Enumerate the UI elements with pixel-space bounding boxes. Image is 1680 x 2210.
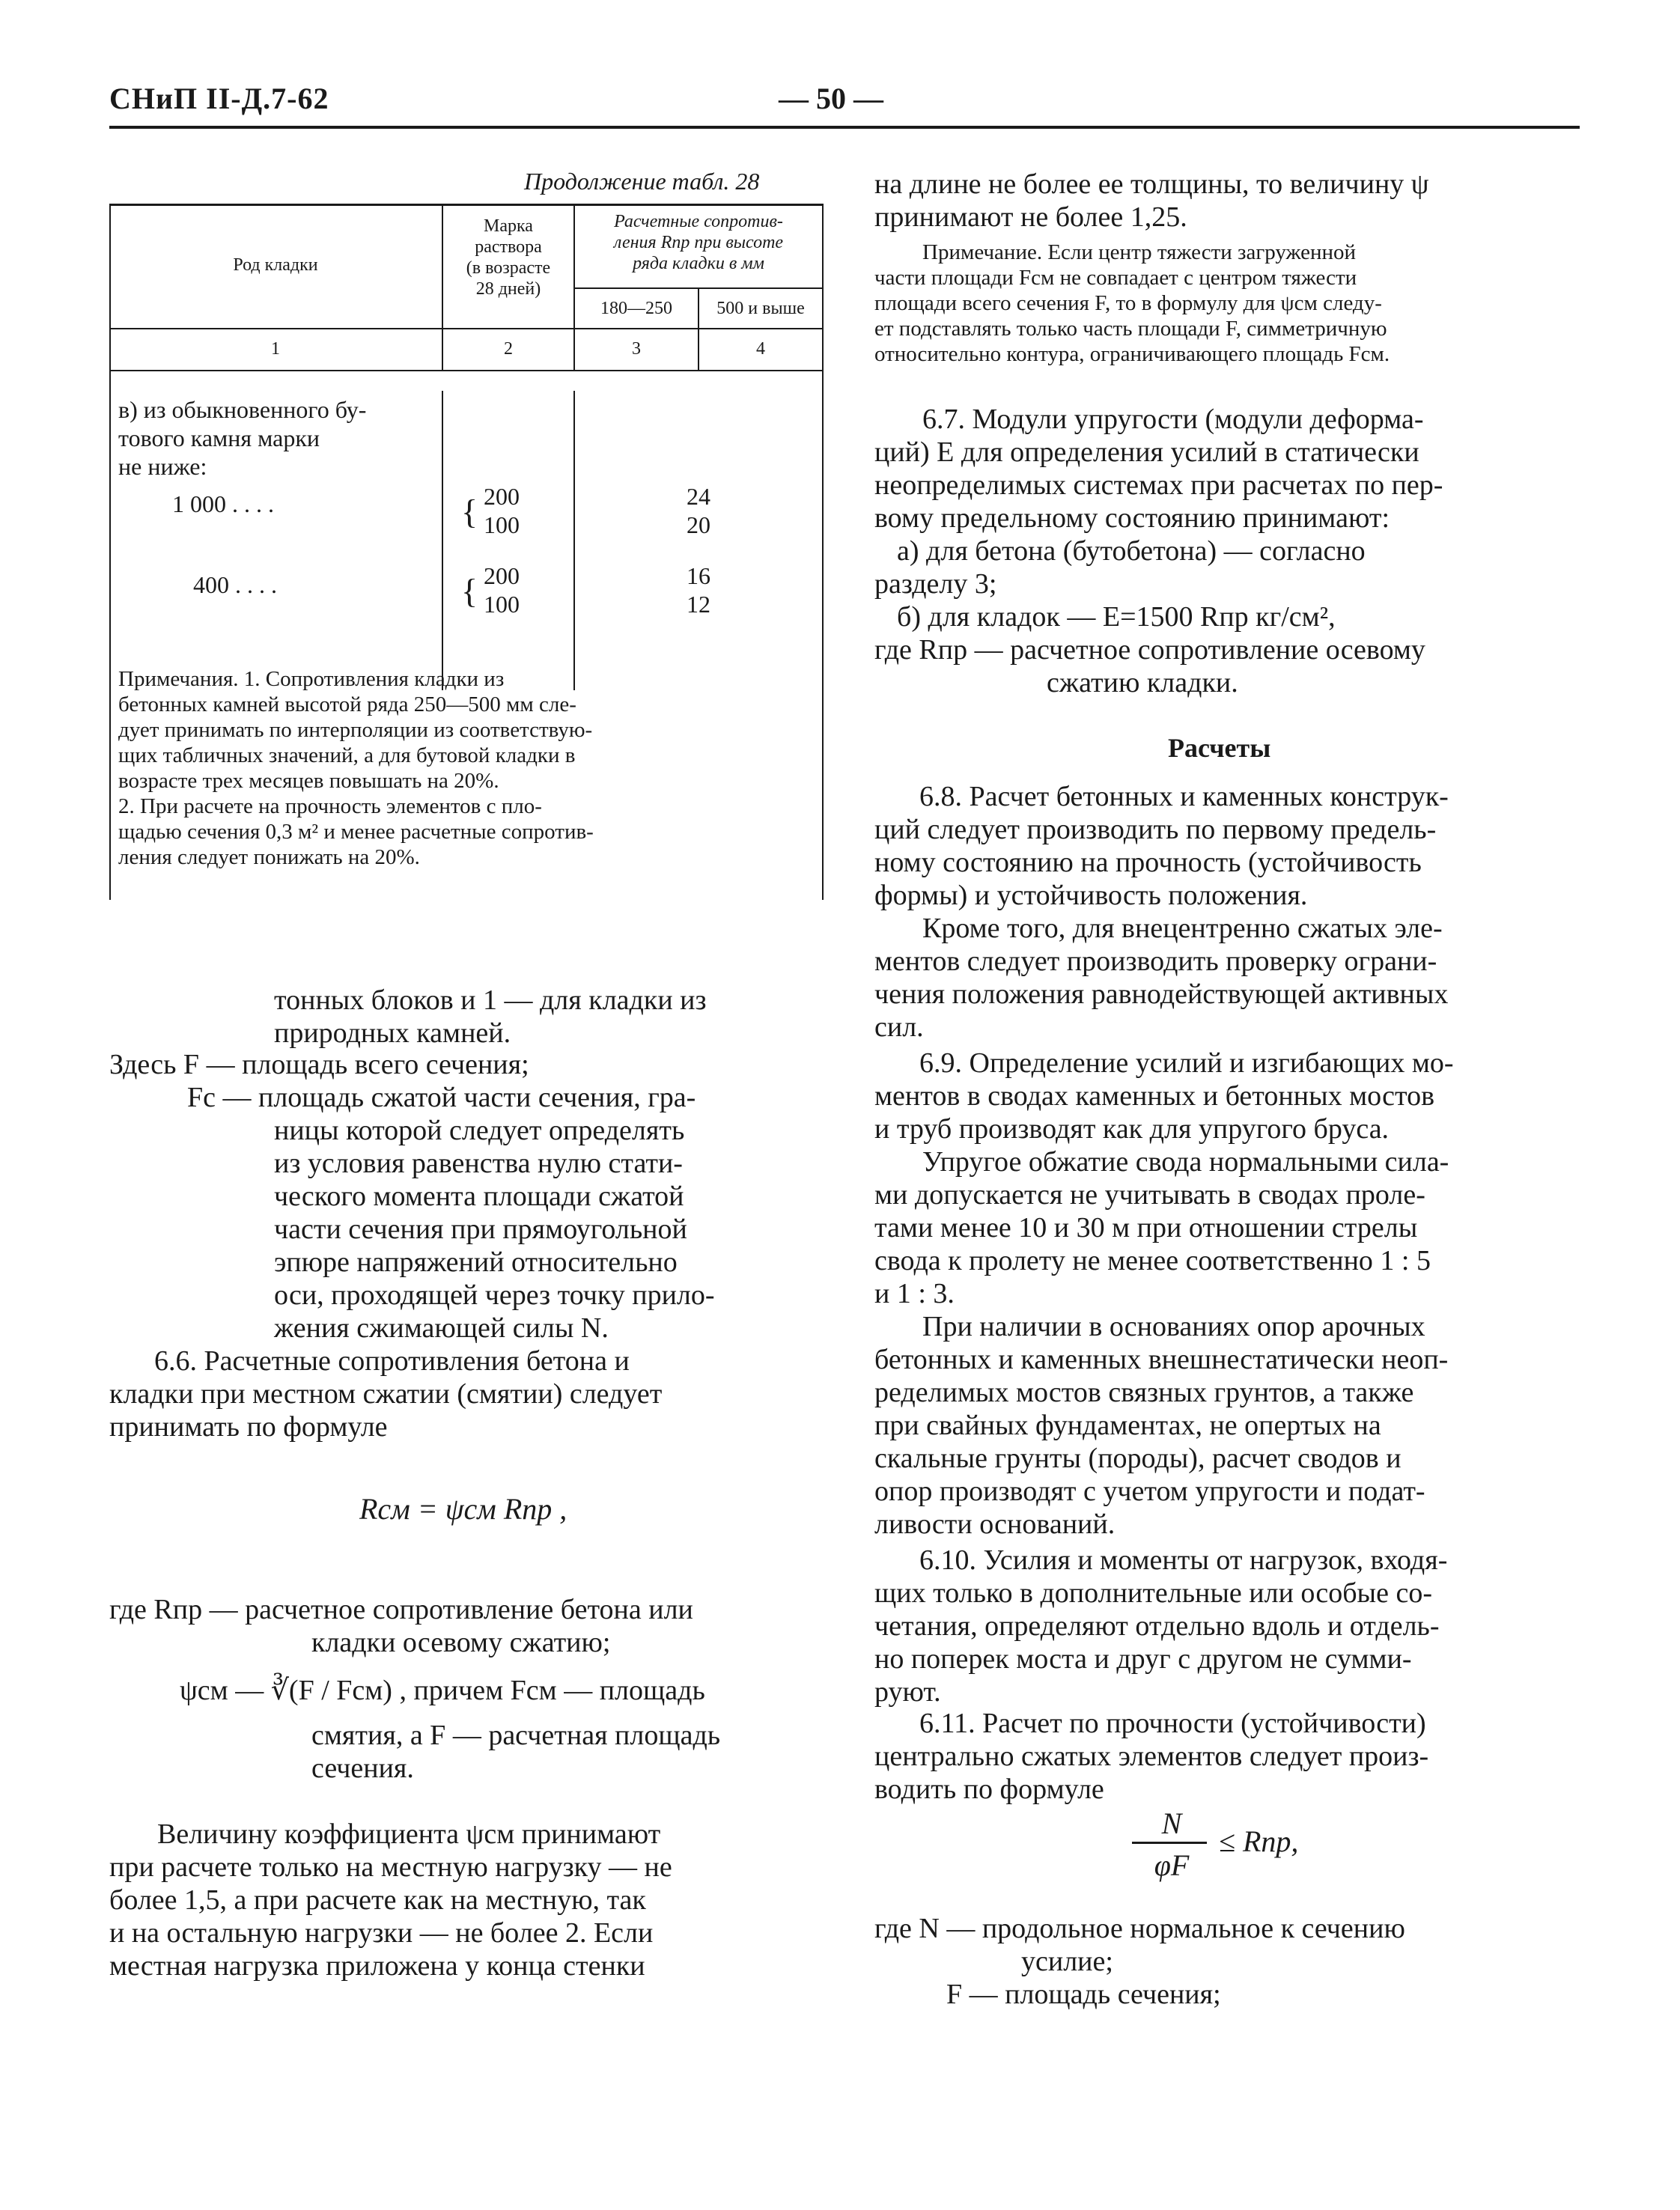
col-number-1: 1 [271, 339, 280, 359]
row-1000-values: 24 20 [687, 483, 710, 538]
col-number-4: 4 [756, 339, 765, 359]
formula-fraction-bar [1132, 1842, 1207, 1844]
col-header-180-250: 180—250 [600, 299, 672, 318]
paragraph-6-10: 6.10. Усилия и моменты от нагрузок, входя- щих только в дополнительные или особые со- четания, определяют отдельно вдоль и отдель- но поперек моста и друг с другом не сумми- руют. [874, 1544, 1448, 1708]
table-continuation-label: Продолжение табл. 28 [524, 168, 760, 195]
col-header-mortar-grade: Марка раствора (в возрасте 28 дней) [466, 216, 551, 299]
definition-Rpr: где Rпр — расчетное сопротивление бетона или кладки осевому сжатию; [109, 1594, 693, 1658]
formula-local-compression: Rсм = ψсм Rпр , [359, 1492, 567, 1526]
row-1000-label: 1 000 . . . . [172, 490, 274, 517]
definition-Fc: Fc — площадь сжатой части сечения, гра- ницы которой следует определять из условия равенства нулю стати- ческого момента площади сжатой части сечения при прямоугольной эпюре напряжений относительно оси, проходящей через точку прило- жения сжимающей силы N. [187, 1082, 715, 1344]
page-number: — 50 — [779, 82, 883, 115]
paragraph-coefficient: Величину коэффициента ψсм принимают при расчете только на местную нагрузку — не более 1,5, а при расчете как на местную, так и на остальную нагрузки — не более 2. Если местная нагрузка приложена у конца стенки [109, 1818, 672, 1982]
paragraph-6-11: 6.11. Расчет по прочности (устойчивости) центрально сжатых элементов следует произ- водить по формуле [874, 1708, 1429, 1805]
section-heading-calculations: Расчеты [1168, 733, 1271, 763]
table-right-border [822, 204, 824, 900]
table-col-divider-2-body [573, 391, 575, 690]
row-400-marks: 200 100 [484, 562, 520, 618]
table-notes: Примечания. 1. Сопротивления кладки из бетонных камней высотой ряда 250—500 мм сле- дует принимать по интерполяции из соответствую- щих табличных значений, а для бутовой кладки в возрасте трех месяцев повышать на 20%. 2. При расчете на прочность элементов с пло- щадью сечения 0,3 м² и менее расчетные сопротив- ления следует понижать на 20%. [118, 667, 594, 869]
table-left-border [109, 204, 111, 900]
right-continued-lines: на длине не более ее толщины, то величину ψ принимают не более 1,25. [874, 168, 1429, 233]
paragraph-6-7: 6.7. Модули упругости (модули деформа- ций) E для определения усилий в статически неопределимых системах при расчетах по пер- вому предельному состоянию принимают: а) для бетона (бутобетона) — согласно разделу 3; б) для кладок — E=1500 Rпр кг/см², где Rпр — расчетное сопротивление осевому сжатию кладки. [874, 404, 1443, 698]
table-header-rule [109, 328, 824, 329]
table-col-divider-1-body [442, 391, 443, 690]
definition-psi: ψсм — ∛(F / Fсм) , причем Fсм — площадь [180, 1675, 705, 1706]
definition-psi-tail: смятия, а F — расчетная площадь сечения. [311, 1720, 721, 1784]
table-top-border [109, 204, 824, 206]
paragraph-6-6: 6.6. Расчетные сопротивления бетона и кладки при местном сжатии (смятии) следует принимать по формуле [109, 1345, 663, 1443]
row-1000-brace: { [461, 493, 478, 531]
continued-lines: тонных блоков и 1 — для кладки из природных камней. [274, 984, 707, 1049]
header-rule [109, 126, 1580, 129]
table-28-continuation [109, 204, 824, 900]
paragraph-6-9: 6.9. Определение усилий и изгибающих мо- ментов в сводах каменных и бетонных мостов и труб производят как для упругого бруса. Упругое обжатие свода нормальными сила- ми допускается не учитывать в сводах проле- тами менее 10 и 30 м при отношении стрелы свода к пролету не менее соответственно 1 : 5 и 1 : 3. При наличии в основаниях опор арочных бетонных и каменных внешнестатически неоп- ределимых мостов связных грунтов, а также при свайных фундаментах, не опертых на скальные грунты (породы), расчет сводов и опор производят с учетом упругости и подат- ливости оснований. [874, 1047, 1454, 1540]
col-header-design-resistance: Расчетные сопротив- ления Rпр при высоте ряда кладки в мм [613, 212, 784, 273]
group-label: в) из обыкновенного бу- тового камня марки не ниже: [118, 396, 367, 480]
formula-definitions: где N — продольное нормальное к сечению усилие; F — площадь сечения; [874, 1913, 1405, 2010]
col-header-500-plus: 500 и выше [716, 299, 805, 318]
formula-rhs: ≤ Rпр, [1219, 1824, 1299, 1858]
row-400-label: 400 . . . . [193, 571, 277, 598]
note-center-of-gravity: Примечание. Если центр тяжести загруженной части площади Fсм не совпадает с центром тяжести площади всего сечения F, то в формулу для ψсм следу- ет подставлять только часть площади F, симметричную относительно контура, ограничивающего площадь Fсм. [874, 240, 1390, 366]
formula-numerator: N [1161, 1806, 1182, 1840]
document-code: СНиП II-Д.7-62 [109, 82, 329, 115]
row-400-brace: { [461, 572, 478, 610]
col-number-3: 3 [632, 339, 641, 359]
row-1000-marks: 200 100 [484, 483, 520, 538]
col-header-masonry-type: Род кладки [233, 255, 318, 275]
row-400-values: 16 12 [687, 562, 710, 618]
definition-F: Здесь F — площадь всего сечения; [109, 1049, 529, 1080]
table-colnum-rule [109, 370, 824, 371]
formula-denominator: φF [1154, 1848, 1190, 1882]
paragraph-6-8: 6.8. Расчет бетонных и каменных конструк- ций следует производить по первому предель- ному состоянию на прочность (устойчивость формы) и устойчивость положения. Кроме того, для внецентренно сжатых эле- ментов следует производить проверку ограни- чения положения равнодействующей активных сил. [874, 781, 1449, 1043]
col-number-2: 2 [504, 339, 513, 359]
